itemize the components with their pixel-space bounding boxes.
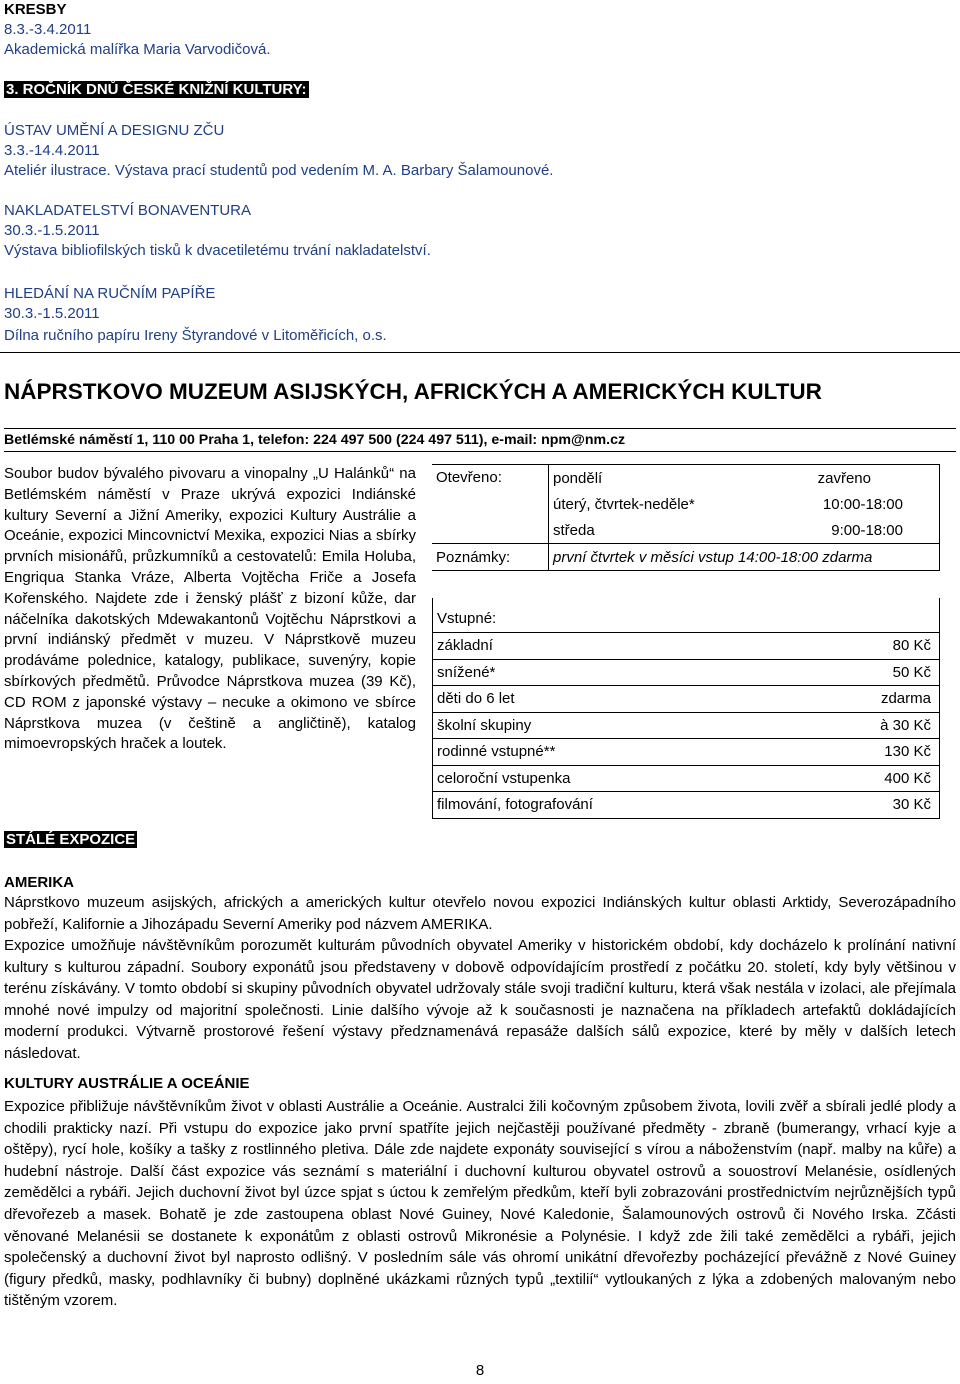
- kresby-title: KRESBY: [4, 1, 67, 18]
- ustav-date: 3.3.-14.4.2011: [4, 142, 100, 159]
- kresby-date: 8.3.-3.4.2011: [4, 21, 92, 38]
- fee-name: školní skupiny: [433, 712, 799, 739]
- admission-table: [432, 598, 940, 819]
- fee-price: 130 Kč: [798, 739, 939, 766]
- fee-price: 30 Kč: [798, 792, 939, 819]
- museum-title: NÁPRSTKOVO MUZEUM ASIJSKÝCH, AFRICKÝCH A AMERICKÝCH KULTUR: [4, 379, 822, 404]
- bona-title: NAKLADATELSTVÍ BONAVENTURA: [4, 202, 252, 219]
- museum-contact: Betlémské náměstí 1, 110 00 Praha 1, telefon: 224 497 500 (224 497 511), e-mail: npm@nm.cz: [4, 428, 956, 452]
- fees-label: Vstupné:: [437, 609, 497, 627]
- amerika-title: AMERIKA: [4, 874, 74, 891]
- opening-hours-table: [432, 464, 940, 571]
- rocnik-heading: [4, 80, 309, 100]
- hledani-title: HLEDÁNÍ NA RUČNÍM PAPÍŘE: [4, 285, 216, 302]
- amerika-paragraph-2: Expozice umožňuje návštěvníkům porozumět kulturám původních obyvatel Ameriky v historickém období, kdy docházelo k prolínání nativní kultury s kulturou západní. Soubory exponátů jsou představeny v dobově odpovídajícím prostředí z počátku 20. století, kdy byly většinou v terénu získávány. V tomto období si skupiny původních obyvatel udržovaly stále svoji tradiční kulturu, která však nestála v izolaci, ale přejímala mnohé nové impulzy od majoritní společnosti. Linie dalšího vývoje až k současnosti je naznačena na příkladech artefaktů dokládajících moderní produkci. Výtvarně prostorové řešení výstavy předznamenává repasáže dalších sálů expozice, které by měly v dalších letech následovat.: [4, 937, 956, 1062]
- australie-paragraph: Expozice přibližuje návštěvníkům život v oblasti Austrálie a Oceánie. Australci žili kočovným způsobem života, lovili zvěř a sbírali jedlé plody a chodili prakticky nazí. Při vstupu do expozice jako první spatříte jejich nejčastěji používané předměty - zbraně (bumerangy, vrhací kyje a oštěpy), rycí hole, košíky a tašky z rostlinného pletiva. Dále zde najdete exponáty související s vírou a náboženstvím (např. malby na kůře) a hudební nástroje. Další část expozice vás seznámí s materiální i duchovní kulturou obyvatel ostrovů a souostroví Melanésie, osídlených zemědělci a rybáři. Jejich duchovní život byl úzce spjat s úctou k zemřelým předkům, kteří byli zobrazováni prostřednictvím nejrůznějších typů dřevořezeb a masek. Bohatě je zde zastoupena oblast Nové Guiney, Nové Kaledonie, Šalamounových ostrovů či Nového Irska. Zčásti věnované Melanésii se dostanete k exponátům z oblasti ostrovů Mikronésie a Polynésie. I když zde žili také zemědělci a rybáři, jejich společenský a duchovní život byl naprosto odlišný. V posledním sále vás ohromí unikátní dřevořezby pocházející převážně z Nové Guiney (figury předků, masky, podhlavníky či bubny) doplněné ukázkami různých typů „textilií“ vytloukaných z lýka a zdobených malovaným nebo tištěným vzorem.: [4, 1098, 956, 1310]
- hledani-date: 30.3.-1.5.2011: [4, 305, 100, 322]
- amerika-paragraph-1: Náprstkovo muzeum asijských, afrických a amerických kultur otevřelo novou expozici Indiánských kultur oblasti Arktidy, Severozápadního pobřeží, Kalifornie a Jihozápadu Severní Ameriky pod názvem AMERIKA.: [4, 894, 956, 933]
- hours-label: Otevřeno:: [432, 465, 549, 544]
- fee-name: celoroční vstupenka: [433, 765, 799, 792]
- fee-price: à 30 Kč: [798, 712, 939, 739]
- stale-label: STÁLÉ EXPOZICE: [6, 831, 136, 848]
- fee-name: děti do 6 let: [433, 686, 799, 713]
- notes-label: Poznámky:: [432, 544, 549, 571]
- fee-price: zdarma: [798, 686, 939, 713]
- hours-time: 9:00-18:00: [777, 517, 940, 544]
- rocnik-title: 3. ROČNÍK DNŮ ČESKÉ KNIŽNÍ KULTURY:: [6, 81, 307, 98]
- fee-price: 400 Kč: [798, 765, 939, 792]
- hours-day: úterý, čtvrtek-neděle*: [553, 495, 695, 513]
- ustav-title: ÚSTAV UMĚNÍ A DESIGNU ZČU: [4, 122, 225, 139]
- fee-name: snížené*: [433, 659, 799, 686]
- fee-price: 80 Kč: [798, 633, 939, 660]
- hours-day: středa: [553, 521, 595, 539]
- bona-desc: Výstava bibliofilských tisků k dvacetiletému trvání nakladatelství.: [4, 242, 431, 259]
- hledani-desc: Dílna ručního papíru Ireny Štyrandové v Litoměřicích, o.s.: [4, 327, 387, 344]
- hours-time: zavřeno: [777, 465, 940, 492]
- stale-heading: [4, 830, 137, 850]
- fee-name: základní: [433, 633, 799, 660]
- australie-title: KULTURY AUSTRÁLIE A OCEÁNIE: [4, 1075, 250, 1092]
- page-number: 8: [475, 1362, 485, 1379]
- ustav-desc: Ateliér ilustrace. Výstava prací studentů pod vedením M. A. Barbary Šalamounové.: [4, 162, 554, 179]
- section-divider: [0, 352, 960, 353]
- museum-intro: Soubor budov bývalého pivovaru a vinopalny „U Halánků“ na Betlémském náměstí v Praze ukrývá expozici Indiánské kultury Severní a Jižní Ameriky, expozici Kultury Austrálie a Oceánie, expozici Mincovnictví Mexika, expozici Nias a sbírky prvních misionářů, průzkumníků a cestovatelů: Emila Holuba, Engriqua Stanka Vráze, Alberta Vojtěcha Friče a Josefa Kořenského. Najdete zde i ženský plášť z bizoní kůže, dar náčelníka dakotských Mdewakantonů Vojtěchu Náprstkovi a první indiánský předmět v muzeu. V Náprstkově muzeu prodáváme polednice, katalogy, publikace, suvenýry, kopie sbírkových předmětů. Průvodce Náprstkova muzea (39 Kč), CD ROM z japonské výstavy – necuke a okimono ve sbírce Náprstkova muzea (v češtině a angličtině), katalog mimoevropských hraček a loutek.: [4, 465, 416, 753]
- fee-name: rodinné vstupné**: [433, 739, 799, 766]
- hours-time: 10:00-18:00: [777, 491, 940, 517]
- fee-name: filmování, fotografování: [433, 792, 799, 819]
- bona-date: 30.3.-1.5.2011: [4, 222, 100, 239]
- fee-price: 50 Kč: [798, 659, 939, 686]
- hours-day: pondělí: [549, 465, 778, 492]
- kresby-desc: Akademická malířka Maria Varvodičová.: [4, 41, 271, 58]
- notes-text: první čtvrtek v měsíci vstup 14:00-18:00 zdarma: [549, 544, 940, 571]
